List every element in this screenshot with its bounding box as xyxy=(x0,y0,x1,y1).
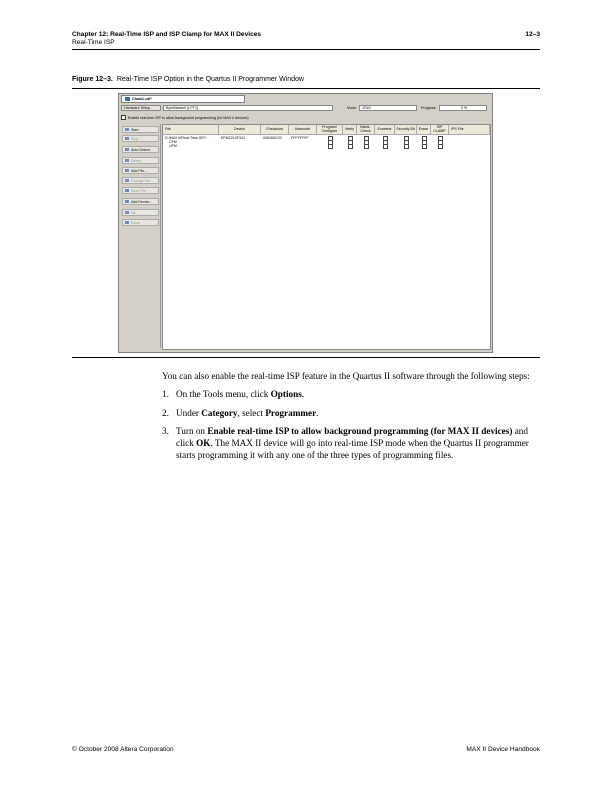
footer-handbook: MAX II Device Handbook xyxy=(466,746,540,753)
body-text xyxy=(162,370,540,468)
footer-copyright: © October 2008 Altera Corporation xyxy=(72,746,174,753)
col-erase[interactable]: Erase xyxy=(417,125,431,135)
save-file-button[interactable]: Save File xyxy=(122,187,159,194)
enable-isp-row[interactable] xyxy=(121,115,249,120)
col-examine[interactable]: Examine xyxy=(375,125,395,135)
section-title: Real-Time ISP xyxy=(72,39,115,46)
start-button[interactable]: Start xyxy=(122,126,159,133)
add-file-button[interactable]: Add File... xyxy=(122,167,159,174)
change-file-icon xyxy=(125,179,129,182)
enable-isp-checkbox[interactable] xyxy=(121,115,126,120)
auto-detect-button[interactable]: Auto Detect xyxy=(122,146,159,153)
col-file[interactable]: File xyxy=(163,125,219,135)
step-2: 2. Under Category, select Programmer. xyxy=(162,407,319,418)
change-file-button[interactable]: Change File... xyxy=(122,177,159,184)
row-cfm: CFM xyxy=(169,140,177,144)
page-header xyxy=(72,31,540,46)
col-usercode[interactable]: Usercode xyxy=(289,125,317,135)
up-button[interactable]: Up xyxy=(122,209,159,216)
col-isp-clamp[interactable]: ISP CLAMP xyxy=(431,125,449,135)
figure-number: Figure 12–3. xyxy=(72,76,113,83)
enable-isp-label: Enable real-time ISP to allow background programming (for MAX II devices) xyxy=(128,115,249,120)
start-icon xyxy=(125,128,129,131)
figure-rule-bottom xyxy=(72,357,540,358)
chapter-title: Chapter 12: Real-Time ISP and ISP Clamp for MAX II Devices xyxy=(72,31,262,38)
down-icon xyxy=(125,221,129,224)
row-ufm: UFM xyxy=(169,144,177,148)
option-checkbox[interactable] xyxy=(364,144,369,149)
row-checksum: 006260C2C xyxy=(263,136,283,140)
col-checksum[interactable]: Checksum xyxy=(261,125,289,135)
chain-file-icon xyxy=(125,97,130,101)
col-blank-check[interactable]: Blank-Check xyxy=(357,125,375,135)
row-device: EPM2210F324 xyxy=(221,136,245,140)
intro-paragraph: You can also enable the real-time ISP feature in the Quartus II software through the following steps: xyxy=(162,371,530,381)
figure-title: Real-Time ISP Option in the Quartus II Programmer Window xyxy=(116,76,304,83)
delete-button[interactable]: Delete xyxy=(122,157,159,164)
programmer-sidebar xyxy=(121,124,161,348)
save-file-icon xyxy=(125,189,129,192)
row-file[interactable]: D:/MAX II/Real-Time ISP/... xyxy=(165,136,209,140)
step-3: 3. Turn on Enable real-time ISP to allow background programming (for MAX II devices) and click OK. The MAX II device will go into real-time ISP mode when the Quartus II programmer starts programming it with any one of the three types of programming files. xyxy=(162,425,529,461)
progress-label: Progress: xyxy=(421,106,437,110)
header-rule xyxy=(72,49,540,50)
figure-caption xyxy=(72,76,304,83)
step-1: 1. On the Tools menu, click Options. xyxy=(162,389,305,400)
row-usercode: FFFFFFFF xyxy=(291,136,309,140)
mode-label: Mode: xyxy=(347,106,357,110)
page-number: 12–3 xyxy=(525,31,540,38)
stop-button[interactable]: Stop xyxy=(122,135,159,142)
col-security-bit[interactable]: Security Bit xyxy=(395,125,417,135)
device-grid xyxy=(162,124,491,350)
add-file-icon xyxy=(125,169,129,172)
add-device-button[interactable]: Add Device... xyxy=(122,198,159,205)
figure-rule-top xyxy=(72,88,540,89)
down-button[interactable]: Down xyxy=(122,219,159,226)
chain-tab[interactable]: Chain1.cdf* xyxy=(121,95,245,103)
option-checkbox[interactable] xyxy=(348,144,353,149)
add-device-icon xyxy=(125,200,129,203)
option-checkbox[interactable] xyxy=(328,144,333,149)
col-device[interactable]: Device xyxy=(219,125,261,135)
option-checkbox[interactable] xyxy=(404,144,409,149)
col-ips-file[interactable]: IPS File xyxy=(449,125,490,135)
hardware-field: ByteBlasterII [LPT1] xyxy=(163,105,333,111)
progress-field: 0 % xyxy=(439,105,487,111)
delete-icon xyxy=(125,159,129,162)
stop-icon xyxy=(125,137,129,140)
up-icon xyxy=(125,211,129,214)
col-program[interactable]: Program/ Configure xyxy=(317,125,343,135)
hardware-setup-button[interactable]: Hardware Setup... xyxy=(121,105,161,111)
hardware-row xyxy=(121,105,489,112)
mode-select[interactable]: JTAG xyxy=(359,105,417,111)
option-checkbox[interactable] xyxy=(422,144,427,149)
col-verify[interactable]: Verify xyxy=(343,125,357,135)
option-checkbox[interactable] xyxy=(383,144,388,149)
programmer-window xyxy=(118,93,493,353)
auto-detect-icon xyxy=(125,148,129,151)
option-checkbox[interactable] xyxy=(438,144,443,149)
